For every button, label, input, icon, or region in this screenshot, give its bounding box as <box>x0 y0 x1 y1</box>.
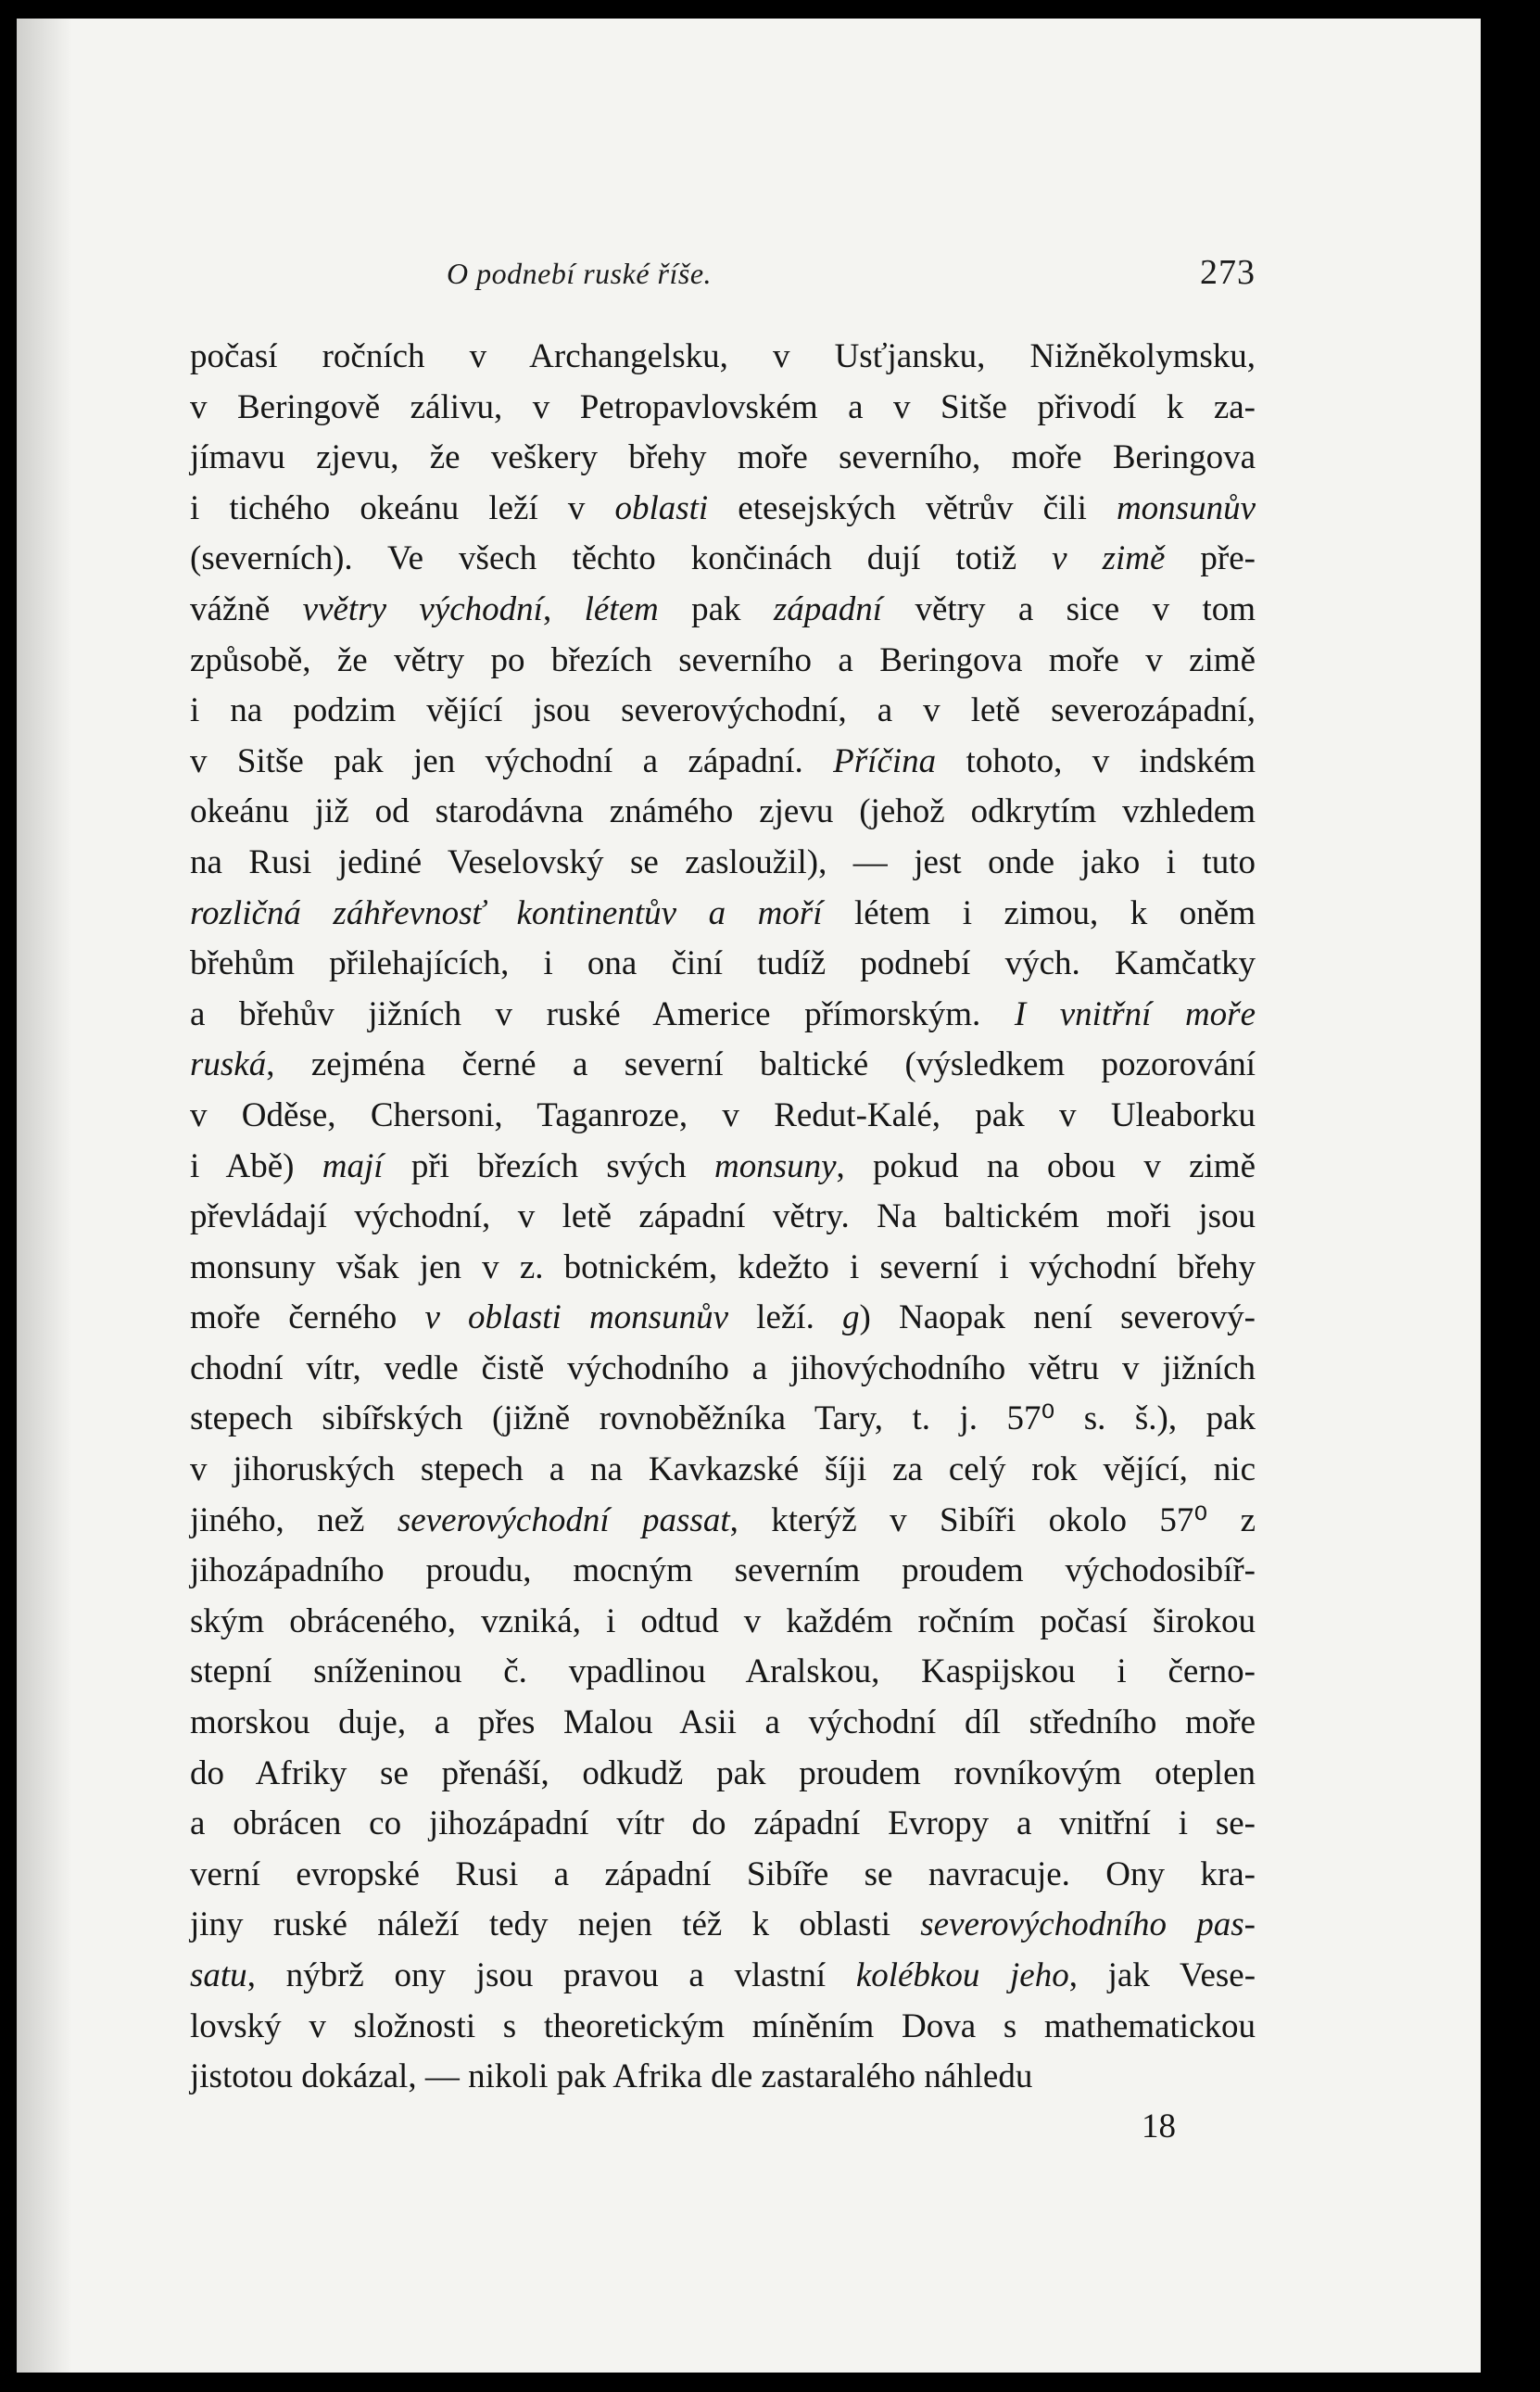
text-line: jiny ruské náleží tedy nejen též k oblasti severovýchodního pas- <box>190 1905 1256 1944</box>
book-page <box>17 19 1481 2373</box>
emphasis: I vnitřní moře <box>1014 994 1256 1033</box>
text-line: lovský v složnosti s theoretickým míněním Dova s mathematickou <box>190 2006 1256 2045</box>
text-line: jistotou dokázal, — nikoli pak Afrika dle zastaralého náhledu <box>190 2057 1033 2096</box>
text-line: do Afriky se přenáší, odkudž pak proudem rovníkovým oteplen <box>190 1753 1256 1792</box>
text-line: satu, nýbrž ony jsou pravou a vlastní kolébkou jeho, jak Vese- <box>190 1956 1256 1994</box>
text-line: jímavu zjevu, že veškery břehy moře severního, moře Beringova <box>190 438 1256 477</box>
text-line: i na podzim vějící jsou severovýchodní, a v letě severozápadní, <box>190 691 1256 730</box>
text-line: stepní sníženinou č. vpadlinou Aralskou, Kaspijskou i černo- <box>190 1652 1256 1691</box>
spine-shadow <box>17 19 72 2373</box>
text-line: verní evropské Rusi a západní Sibíře se navracuje. Ony kra- <box>190 1854 1256 1893</box>
text-line: v Beringově zálivu, v Petropavlovském a v Sitše přivodí k za- <box>190 387 1256 426</box>
text-line: ským obráceného, vzniká, i odtud v každém ročním počasí širokou <box>190 1601 1256 1640</box>
emphasis: vvětry východní <box>302 589 543 628</box>
text-line: počasí ročních v Archangelsku, v Usťjansku, Nižněkolymsku, <box>190 337 1256 375</box>
text-line: vážně vvětry východní, létem pak západní větry a sice v tom <box>190 589 1256 628</box>
emphasis: satu <box>190 1956 247 1994</box>
emphasis: západní <box>773 589 883 628</box>
text-line: chodní vítr, vedle čistě východního a jihovýchodního větru v jižních <box>190 1348 1256 1387</box>
body-text <box>190 332 1256 2103</box>
emphasis: monsunův <box>1116 488 1256 527</box>
text-line: převládají východní, v letě západní větry. Na baltickém moři jsou <box>190 1197 1256 1236</box>
emphasis: oblasti <box>614 488 709 527</box>
emphasis: létem <box>584 589 659 628</box>
text-line: moře černého v oblasti monsunův leží. g) Naopak není severový- <box>190 1298 1256 1337</box>
text-line: v Oděse, Chersoni, Taganroze, v Redut-Kalé, pak v Uleaborku <box>190 1095 1256 1134</box>
text-line: na Rusi jediné Veselovský se zasloužil), — jest onde jako i tuto <box>190 842 1256 881</box>
running-head: O podnebí ruské říše. <box>447 257 713 290</box>
text-line: stepech sibířských (jižně rovnoběžníka Tary, t. j. 57⁰ s. š.), pak <box>190 1399 1256 1438</box>
emphasis: rozličná záhřevnosť kontinentův a moří <box>190 893 823 932</box>
text-line: monsuny však jen v z. botnickém, kdežto i severní i východní břehy <box>190 1247 1256 1286</box>
emphasis: severovýchodní passat <box>397 1500 730 1539</box>
page-number: 273 <box>1200 253 1256 292</box>
text-line: břehům přilehajících, i ona činí tudíž podnebí vých. Kamčatky <box>190 944 1256 983</box>
emphasis: Příčina <box>833 741 937 780</box>
emphasis: mají <box>322 1146 384 1185</box>
text-line: v Sitše pak jen východní a západní. Příčina tohoto, v indském <box>190 741 1256 780</box>
text-line: a obrácen co jihozápadní vítr do západní Evropy a vnitřní i se- <box>190 1804 1256 1843</box>
text-line: okeánu již od starodávna známého zjevu (jehož odkrytím vzhledem <box>190 792 1256 831</box>
page-header <box>190 252 1256 308</box>
text-line: i Abě) mají při březích svých monsuny, pokud na obou v zimě <box>190 1146 1256 1185</box>
emphasis: kolébkou jeho <box>855 1956 1069 1994</box>
text-line: rozličná záhřevnosť kontinentův a moří létem i zimou, k oněm <box>190 893 1256 932</box>
text-line: v jihoruských stepech a na Kavkazské šíji za celý rok vějící, nic <box>190 1450 1256 1489</box>
emphasis: v zimě <box>1052 539 1166 578</box>
emphasis: monsuny <box>713 1146 837 1185</box>
emphasis: severovýchodního pas- <box>920 1905 1256 1944</box>
text-line: a břehův jižních v ruské Americe přímorským. I vnitřní moře <box>190 994 1256 1033</box>
text-line: jihozápadního proudu, mocným severním proudem východosibíř- <box>190 1551 1256 1590</box>
text-line: morskou duje, a přes Malou Asii a východní díl středního moře <box>190 1703 1256 1742</box>
emphasis: g <box>842 1298 860 1337</box>
text-line: i tichého okeánu leží v oblasti etesejských větrův čili monsunův <box>190 488 1256 527</box>
text-line: ruská, zejména černé a severní baltické (výsledkem pozorování <box>190 1045 1256 1084</box>
printer-signature: 18 <box>1142 2107 1176 2145</box>
text-line: způsobě, že větry po březích severního a Beringova moře v zimě <box>190 640 1256 679</box>
text-line: (severních). Ve všech těchto končinách dují totiž v zimě pře- <box>190 539 1256 578</box>
emphasis: v oblasti monsunův <box>424 1298 728 1337</box>
text-line: jiného, než severovýchodní passat, kterýž v Sibíři okolo 57⁰ z <box>190 1500 1256 1539</box>
emphasis: ruská <box>190 1045 267 1084</box>
